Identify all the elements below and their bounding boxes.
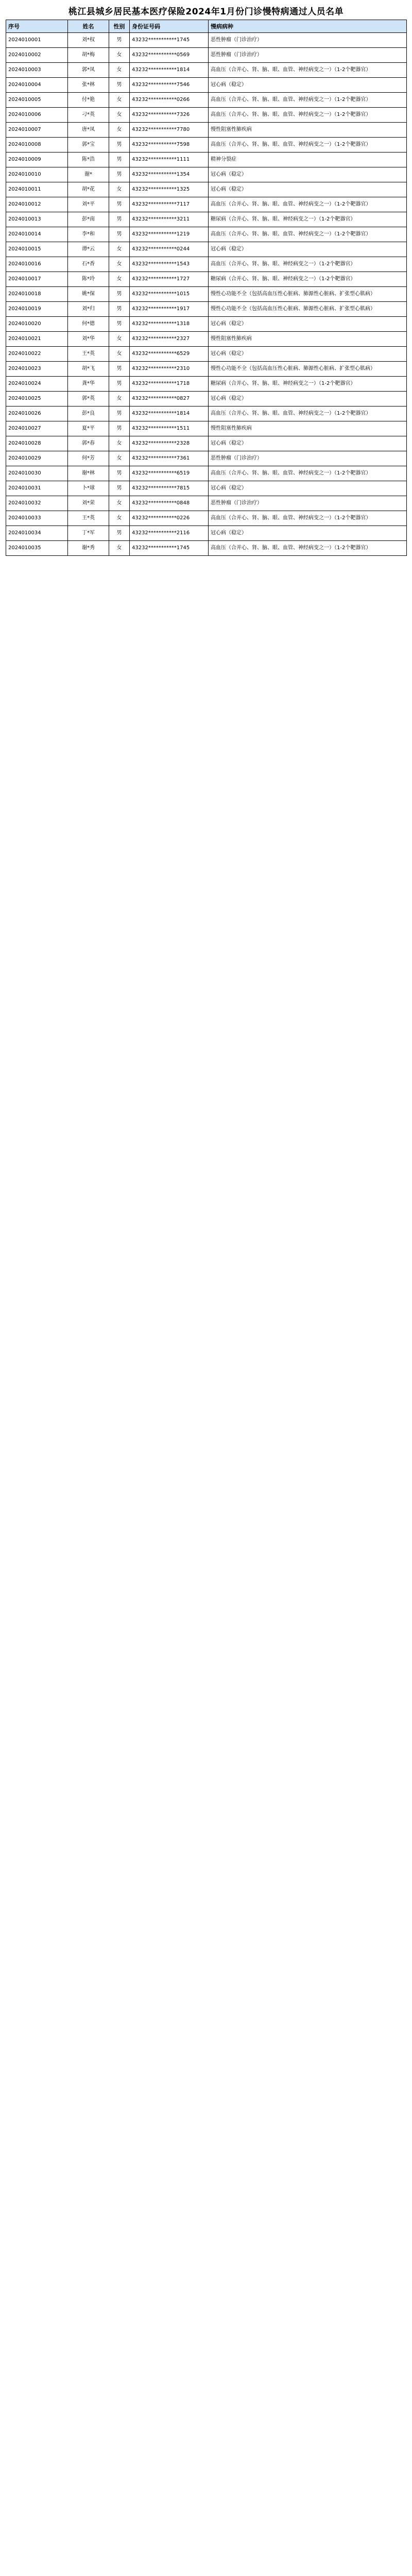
cell-gender: 女 — [109, 496, 130, 511]
cell-disease: 慢性阻塞性肺疾病 — [209, 421, 407, 436]
cell-gender: 男 — [109, 167, 130, 182]
cell-id-number: 43232***********1814 — [130, 406, 209, 421]
cell-id-number: 43232***********7326 — [130, 108, 209, 123]
cell-name: 谢*秀 — [68, 541, 109, 556]
cell-name: 夏*平 — [68, 421, 109, 436]
cell-gender: 男 — [109, 317, 130, 332]
cell-gender: 女 — [109, 63, 130, 78]
table-row — [6, 362, 407, 377]
cell-index: 2024010003 — [6, 63, 68, 78]
cell-name: 付*艳 — [68, 93, 109, 108]
cell-id-number: 43232***********6529 — [130, 347, 209, 362]
cell-disease: 慢性阻塞性肺疾病 — [209, 332, 407, 347]
cell-id-number: 43232***********7117 — [130, 197, 209, 212]
cell-name: 陈*浩 — [68, 152, 109, 167]
cell-id-number: 43232***********0244 — [130, 242, 209, 257]
cell-id-number: 43232***********1354 — [130, 167, 209, 182]
cell-disease: 高血压（合并心、肾、脑、眼、血管、神经病变之一）（1-2个靶器官） — [209, 227, 407, 242]
cell-index: 2024010020 — [6, 317, 68, 332]
cell-name: 龚*华 — [68, 377, 109, 392]
table-row — [6, 242, 407, 257]
cell-disease: 高血压（合并心、肾、脑、眼、血管、神经病变之一）（1-2个靶器官） — [209, 63, 407, 78]
cell-id-number: 43232***********7780 — [130, 123, 209, 138]
cell-id-number: 43232***********1511 — [130, 421, 209, 436]
table-row — [6, 466, 407, 481]
cell-id-number: 43232***********1718 — [130, 377, 209, 392]
cell-id-number: 43232***********2328 — [130, 436, 209, 451]
cell-index: 2024010024 — [6, 377, 68, 392]
header-name: 姓名 — [68, 20, 109, 33]
cell-disease: 高血压（合并心、肾、脑、眼、血管、神经病变之一）（1-2个靶器官） — [209, 466, 407, 481]
cell-gender: 男 — [109, 377, 130, 392]
cell-gender: 男 — [109, 33, 130, 48]
cell-gender: 女 — [109, 332, 130, 347]
cell-index: 2024010013 — [6, 212, 68, 227]
cell-gender: 女 — [109, 123, 130, 138]
cell-id-number: 43232***********1727 — [130, 272, 209, 287]
cell-gender: 男 — [109, 421, 130, 436]
cell-index: 2024010018 — [6, 287, 68, 302]
table-row — [6, 332, 407, 347]
table-row — [6, 138, 407, 152]
cell-index: 2024010025 — [6, 392, 68, 406]
cell-name: 刘*荣 — [68, 496, 109, 511]
cell-disease: 冠心病（稳定） — [209, 78, 407, 93]
header-disease: 慢病病种 — [209, 20, 407, 33]
cell-index: 2024010021 — [6, 332, 68, 347]
cell-index: 2024010028 — [6, 436, 68, 451]
cell-index: 2024010014 — [6, 227, 68, 242]
cell-gender: 男 — [109, 152, 130, 167]
table-row — [6, 436, 407, 451]
table-row — [6, 347, 407, 362]
cell-index: 2024010033 — [6, 511, 68, 526]
cell-id-number: 43232***********7361 — [130, 451, 209, 466]
table-row — [6, 182, 407, 197]
cell-gender: 男 — [109, 138, 130, 152]
cell-index: 2024010022 — [6, 347, 68, 362]
cell-id-number: 43232***********7815 — [130, 481, 209, 496]
cell-name: 刘*权 — [68, 33, 109, 48]
cell-name: 彭*南 — [68, 212, 109, 227]
cell-name: 彭*良 — [68, 406, 109, 421]
cell-name: 胡*梅 — [68, 48, 109, 63]
cell-gender: 女 — [109, 347, 130, 362]
cell-gender: 女 — [109, 242, 130, 257]
cell-disease: 冠心病（稳定） — [209, 317, 407, 332]
cell-disease: 冠心病（稳定） — [209, 436, 407, 451]
table-row — [6, 227, 407, 242]
cell-index: 2024010031 — [6, 481, 68, 496]
cell-disease: 冠心病（稳定） — [209, 242, 407, 257]
cell-disease: 精神分裂症 — [209, 152, 407, 167]
cell-name: 胡*飞 — [68, 362, 109, 377]
cell-disease: 高血压（合并心、肾、脑、眼、血管、神经病变之一）（1-2个靶器官） — [209, 541, 407, 556]
cell-index: 2024010015 — [6, 242, 68, 257]
cell-index: 2024010005 — [6, 93, 68, 108]
cell-gender: 男 — [109, 466, 130, 481]
table-row — [6, 63, 407, 78]
cell-gender: 男 — [109, 406, 130, 421]
table-row — [6, 108, 407, 123]
cell-gender: 女 — [109, 48, 130, 63]
cell-name: 刘*归 — [68, 302, 109, 317]
table-row — [6, 406, 407, 421]
cell-name: 石*香 — [68, 257, 109, 272]
cell-index: 2024010012 — [6, 197, 68, 212]
cell-gender: 男 — [109, 197, 130, 212]
cell-gender: 女 — [109, 511, 130, 526]
cell-disease: 恶性肿瘤（门诊治疗） — [209, 496, 407, 511]
cell-gender: 女 — [109, 257, 130, 272]
cell-gender: 女 — [109, 436, 130, 451]
cell-disease: 慢性心功能不全（包括高血压性心脏病、肺源性心脏病、扩张型心肌病） — [209, 362, 407, 377]
cell-name: 王*英 — [68, 511, 109, 526]
table-row — [6, 123, 407, 138]
cell-id-number: 43232***********7546 — [130, 78, 209, 93]
cell-name: 谢*林 — [68, 466, 109, 481]
cell-name: 谢* — [68, 167, 109, 182]
cell-disease: 慢性阻塞性肺疾病 — [209, 123, 407, 138]
table-row — [6, 152, 407, 167]
cell-name: 郭*宝 — [68, 138, 109, 152]
cell-name: 唐*凤 — [68, 123, 109, 138]
cell-disease: 慢性心功能不全（包括高血压性心脏病、肺源性心脏病、扩张型心肌病） — [209, 302, 407, 317]
cell-gender: 女 — [109, 451, 130, 466]
cell-index: 2024010019 — [6, 302, 68, 317]
cell-disease: 高血压（合并心、肾、脑、眼、血管、神经病变之一）（1-2个靶器官） — [209, 108, 407, 123]
table-row — [6, 481, 407, 496]
table-row — [6, 93, 407, 108]
roster-table — [6, 20, 407, 556]
cell-index: 2024010009 — [6, 152, 68, 167]
cell-disease: 高血压（合并心、肾、脑、眼、血管、神经病变之一）（1-2个靶器官） — [209, 93, 407, 108]
table-row — [6, 287, 407, 302]
table-row — [6, 377, 407, 392]
table-row — [6, 421, 407, 436]
cell-index: 2024010008 — [6, 138, 68, 152]
cell-id-number: 43232***********2327 — [130, 332, 209, 347]
cell-id-number: 43232***********1745 — [130, 541, 209, 556]
cell-index: 2024010029 — [6, 451, 68, 466]
table-row — [6, 511, 407, 526]
cell-id-number: 43232***********1219 — [130, 227, 209, 242]
cell-disease: 恶性肿瘤（门诊治疗） — [209, 451, 407, 466]
table-row — [6, 78, 407, 93]
cell-id-number: 43232***********3211 — [130, 212, 209, 227]
document-title: 桃江县城乡居民基本医疗保险2024年1月份门诊慢特病通过人员名单 — [68, 7, 344, 17]
cell-gender: 男 — [109, 212, 130, 227]
cell-id-number: 43232***********7598 — [130, 138, 209, 152]
cell-index: 2024010035 — [6, 541, 68, 556]
cell-name: 郭*凤 — [68, 63, 109, 78]
table-row — [6, 257, 407, 272]
cell-disease: 高血压（合并心、肾、脑、眼、神经病变之一）（1-2个靶器官） — [209, 257, 407, 272]
cell-disease: 恶性肿瘤（门诊治疗） — [209, 33, 407, 48]
table-row — [6, 392, 407, 406]
cell-index: 2024010001 — [6, 33, 68, 48]
cell-gender: 男 — [109, 287, 130, 302]
cell-index: 2024010023 — [6, 362, 68, 377]
cell-disease: 糖尿病（合并心、肾、脑、眼、神经病变之一）（1-2个靶器官） — [209, 377, 407, 392]
cell-id-number: 43232***********1814 — [130, 63, 209, 78]
header-gender: 性别 — [109, 20, 130, 33]
cell-disease: 冠心病（稳定） — [209, 167, 407, 182]
table-row — [6, 496, 407, 511]
cell-gender: 男 — [109, 78, 130, 93]
cell-index: 2024010034 — [6, 526, 68, 541]
cell-name: 刘*华 — [68, 332, 109, 347]
table-row — [6, 526, 407, 541]
cell-id-number: 43232***********1745 — [130, 33, 209, 48]
header-index: 序号 — [6, 20, 68, 33]
cell-disease: 慢性心功能不全（包括高血压性心脏病、肺源性心脏病、扩张型心肌病） — [209, 287, 407, 302]
table-row — [6, 272, 407, 287]
cell-disease: 冠心病（稳定） — [209, 347, 407, 362]
cell-index: 2024010017 — [6, 272, 68, 287]
cell-id-number: 43232***********0569 — [130, 48, 209, 63]
cell-index: 2024010016 — [6, 257, 68, 272]
cell-index: 2024010002 — [6, 48, 68, 63]
cell-gender: 男 — [109, 227, 130, 242]
document-page — [6, 0, 406, 556]
header-id-number: 身份证号码 — [130, 20, 209, 33]
cell-name: 胡*花 — [68, 182, 109, 197]
cell-name: 李*和 — [68, 227, 109, 242]
cell-name: 王*英 — [68, 347, 109, 362]
cell-gender: 男 — [109, 526, 130, 541]
table-header-row — [6, 20, 407, 33]
cell-index: 2024010010 — [6, 167, 68, 182]
cell-id-number: 43232***********1318 — [130, 317, 209, 332]
table-row — [6, 33, 407, 48]
cell-disease: 冠心病（稳定） — [209, 481, 407, 496]
cell-gender: 男 — [109, 481, 130, 496]
cell-id-number: 43232***********1543 — [130, 257, 209, 272]
cell-disease: 高血压（合并心、肾、脑、眼、血管、神经病变之一）（1-2个靶器官） — [209, 197, 407, 212]
cell-index: 2024010007 — [6, 123, 68, 138]
cell-gender: 女 — [109, 108, 130, 123]
cell-id-number: 43232***********0226 — [130, 511, 209, 526]
cell-gender: 女 — [109, 541, 130, 556]
table-body — [6, 33, 407, 556]
cell-disease: 冠心病（稳定） — [209, 392, 407, 406]
cell-id-number: 43232***********2310 — [130, 362, 209, 377]
table-row — [6, 197, 407, 212]
cell-name: 何*德 — [68, 317, 109, 332]
cell-id-number: 43232***********6519 — [130, 466, 209, 481]
cell-name: 郭*春 — [68, 436, 109, 451]
table-row — [6, 451, 407, 466]
cell-index: 2024010026 — [6, 406, 68, 421]
cell-name: 何*芳 — [68, 451, 109, 466]
cell-gender: 女 — [109, 272, 130, 287]
cell-name: 陈*玲 — [68, 272, 109, 287]
cell-index: 2024010004 — [6, 78, 68, 93]
cell-index: 2024010006 — [6, 108, 68, 123]
cell-name: 卜*球 — [68, 481, 109, 496]
cell-name: 丁*军 — [68, 526, 109, 541]
cell-disease: 高血压（合并心、肾、脑、眼、血管、神经病变之一）（1-2个靶器官） — [209, 511, 407, 526]
table-row — [6, 167, 407, 182]
cell-name: 谭*云 — [68, 242, 109, 257]
cell-disease: 冠心病（稳定） — [209, 526, 407, 541]
cell-index: 2024010011 — [6, 182, 68, 197]
cell-disease: 糖尿病（合并心、肾、脑、眼、神经病变之一）（1-2个靶器官） — [209, 212, 407, 227]
cell-disease: 高血压（合并心、肾、脑、眼、血管、神经病变之一）（1-2个靶器官） — [209, 406, 407, 421]
table-row — [6, 541, 407, 556]
cell-disease: 糖尿病（合并心、肾、脑、眼、神经病变之一）（1-2个靶器官） — [209, 272, 407, 287]
cell-disease: 冠心病（稳定） — [209, 182, 407, 197]
cell-name: 刘*平 — [68, 197, 109, 212]
table-row — [6, 302, 407, 317]
cell-name: 张*林 — [68, 78, 109, 93]
cell-index: 2024010027 — [6, 421, 68, 436]
cell-name: 姚*保 — [68, 287, 109, 302]
cell-id-number: 43232***********1917 — [130, 302, 209, 317]
cell-gender: 女 — [109, 392, 130, 406]
cell-gender: 男 — [109, 302, 130, 317]
cell-name: 郭*英 — [68, 392, 109, 406]
table-row — [6, 212, 407, 227]
cell-id-number: 43232***********1015 — [130, 287, 209, 302]
cell-gender: 男 — [109, 362, 130, 377]
cell-gender: 女 — [109, 182, 130, 197]
cell-id-number: 43232***********0848 — [130, 496, 209, 511]
table-row — [6, 48, 407, 63]
cell-id-number: 43232***********0266 — [130, 93, 209, 108]
cell-gender: 女 — [109, 93, 130, 108]
cell-id-number: 43232***********2116 — [130, 526, 209, 541]
cell-disease: 恶性肿瘤（门诊治疗） — [209, 48, 407, 63]
cell-id-number: 43232***********1325 — [130, 182, 209, 197]
cell-id-number: 43232***********0827 — [130, 392, 209, 406]
cell-id-number: 43232***********1111 — [130, 152, 209, 167]
cell-index: 2024010030 — [6, 466, 68, 481]
cell-disease: 高血压（合并心、肾、脑、眼、血管、神经病变之一）（1-2个靶器官） — [209, 138, 407, 152]
cell-index: 2024010032 — [6, 496, 68, 511]
table-row — [6, 317, 407, 332]
cell-name: 刁*英 — [68, 108, 109, 123]
